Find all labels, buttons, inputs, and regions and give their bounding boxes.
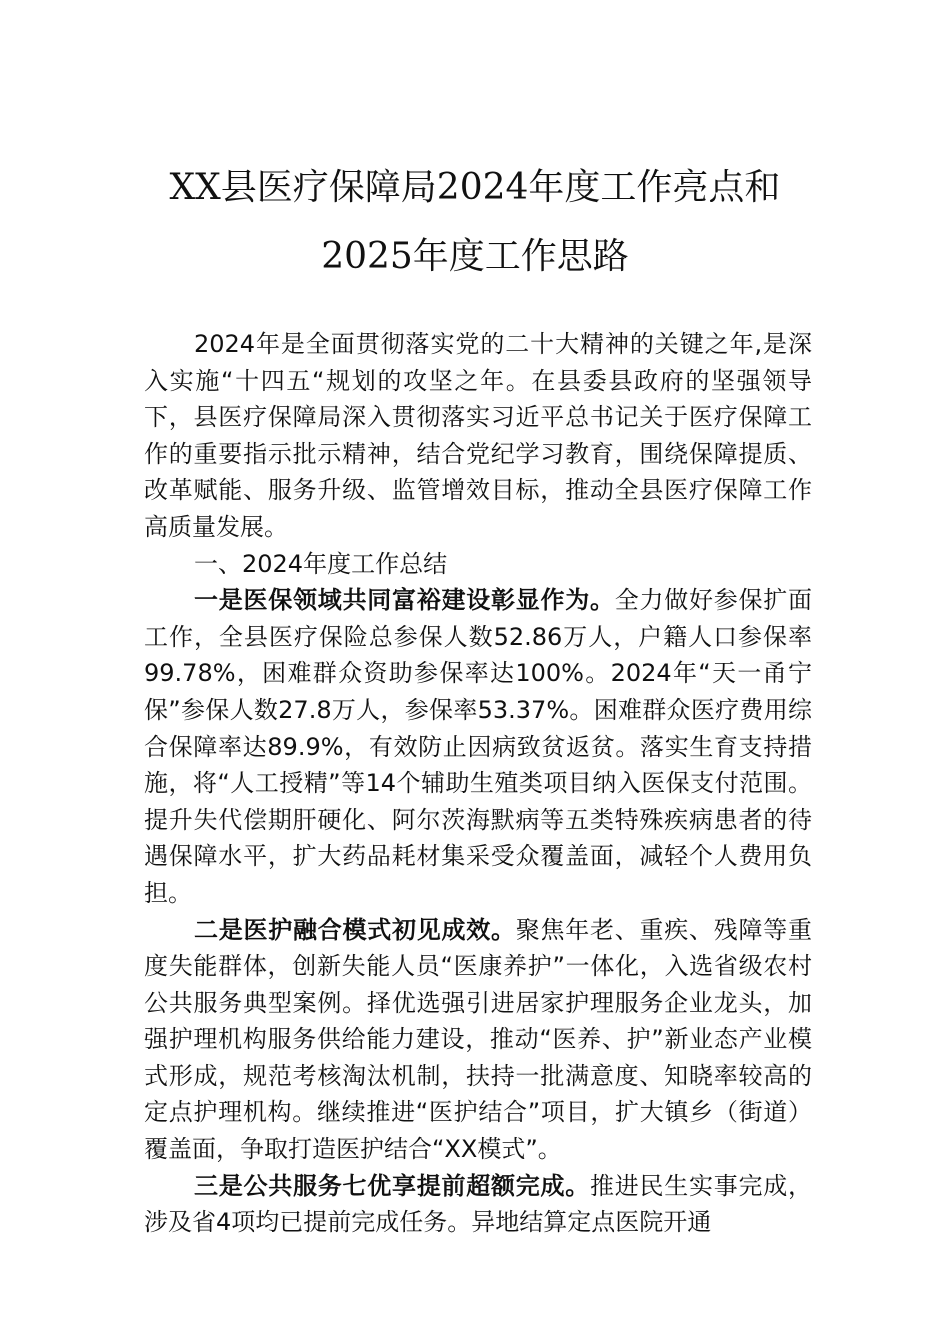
document-title-line-1: XX县医疗保障局2024年度工作亮点和 xyxy=(169,167,781,208)
item-paragraph-3 xyxy=(144,1168,812,1241)
intro-paragraph: 2024年是全面贯彻落实党的二十大精神的关键之年,是深入实施“十四五“规划的攻坚之年。在县委县政府的坚强领导下，县医疗保障局深入贯彻落实习近平总书记关于医疗保障工作的重要指示批示精神，结合党纪学习教育，围绕保障提质、改革赋能、服务升级、监管增效目标，推动全县医疗保障工作高质量发展。 xyxy=(144,330,812,541)
section-heading: 一、2024年度工作总结 xyxy=(194,549,448,578)
item-lead-2: 二是医护融合模式初见成效。 xyxy=(194,915,516,944)
item-lead-1: 一是医保领域共同富裕建设彰显作为。 xyxy=(194,586,615,615)
document-body xyxy=(144,326,812,1241)
item-text-2: 聚焦年老、重疾、残障等重度失能群体，创新失能人员“医康养护”一体化，入选省级农村公共服务典型案例。择优选强引进居家护理服务企业龙头，加强护理机构服务供给能力建设，推动“医养、护”新业态产业模式形成，规范考核淘汰机制，扶持一批满意度、知晓率较高的定点护理机构。继续推进“医护结合”项目，扩大镇乡（街道）覆盖面，争取打造医护结合“XX模式”。 xyxy=(144,915,812,1164)
item-lead-3: 三是公共服务七优享提前超额完成。 xyxy=(194,1171,590,1200)
item-paragraph-1 xyxy=(144,582,812,911)
item-text-3: 推进民生实事完成，涉及省4项均已提前完成任务。异地结算定点医院开通 xyxy=(144,1171,812,1237)
item-paragraph-2 xyxy=(144,912,812,1168)
document-title-line-2: 2025年度工作思路 xyxy=(321,236,629,277)
item-text-1: 全力做好参保扩面工作，全县医疗保险总参保人数52.86万人，户籍人口参保率99.78%，困难群众资助参保率达100%。2024年“天一甬宁保”参保人数27.8万人，参保率53.37%。困难群众医疗费用综合保障率达89.9%，有效防止因病致贫返贫。落实生育支持措施，将“人工授精”等14个辅助生殖类项目纳入医保支付范围。提升失代偿期肝硬化、阿尔茨海默病等五类特殊疾病患者的待遇保障水平，扩大药品耗材集采受众覆盖面，减轻个人费用负担。 xyxy=(144,586,812,907)
